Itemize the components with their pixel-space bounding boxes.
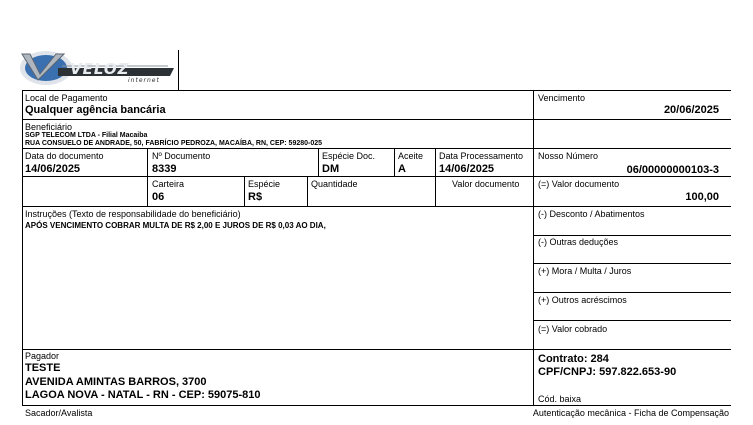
carteira-label: Carteira	[152, 179, 185, 189]
rule	[435, 148, 436, 206]
local-pagamento-value: Qualquer agência bancária	[25, 104, 166, 116]
data-processamento-label: Data Processamento	[439, 151, 524, 161]
carteira-value: 06	[152, 191, 165, 203]
rule	[533, 235, 731, 236]
nosso-numero-label: Nosso Número	[538, 151, 599, 161]
especie-doc-value: DM	[322, 163, 340, 175]
data-processamento-value: 14/06/2025	[439, 163, 495, 175]
beneficiario-address: RUA CONSUELO DE ANDRADE, 50, FABRÍCIO PEDROZA, MACAÍBA, RN, CEP: 59280-025	[25, 140, 323, 147]
rule	[318, 148, 319, 176]
rule	[22, 206, 731, 207]
valor-documento-eq-label: (=) Valor documento	[538, 179, 620, 189]
vencimento-value: 20/06/2025	[663, 104, 719, 116]
rule	[22, 349, 731, 350]
rule	[244, 176, 245, 206]
outros-acrescimos-label: (+) Outros acréscimos	[538, 295, 627, 305]
vencimento-label: Vencimento	[538, 93, 586, 103]
pagador-label: Pagador	[25, 351, 60, 361]
aceite-label: Aceite	[398, 151, 424, 161]
pagador-address-1: AVENIDA AMINTAS BARROS, 3700	[25, 376, 207, 388]
sacador-avalista-label: Sacador/Avalista	[25, 408, 93, 418]
rule	[147, 148, 148, 206]
rule	[22, 148, 731, 149]
quantidade-label: Quantidade	[311, 179, 358, 189]
rule	[22, 90, 731, 91]
valor-documento-label: Valor documento	[452, 179, 520, 189]
beneficiario-name: SGP TELECOM LTDA - Filial Macaiba	[25, 132, 148, 139]
aceite-value: A	[398, 163, 406, 175]
rule	[394, 148, 395, 176]
company-logo	[18, 44, 178, 88]
local-pagamento-label: Local de Pagamento	[25, 93, 108, 103]
rule	[533, 263, 731, 264]
nosso-numero-value: 06/00000000103-3	[626, 164, 719, 176]
instrucoes-text: APÓS VENCIMENTO COBRAR MULTA DE R$ 2,00 E JUROS DE R$ 0,03 AO DIA,	[25, 221, 326, 230]
logo-subtext: internet	[128, 77, 160, 84]
outras-deducoes-label: (-) Outras deduções	[538, 237, 619, 247]
instrucoes-label: Instruções (Texto de responsabilidade do beneficiário)	[25, 209, 241, 219]
data-documento-label: Data do documento	[25, 151, 104, 161]
data-documento-value: 14/06/2025	[25, 163, 81, 175]
numero-documento-label: Nº Documento	[152, 151, 211, 161]
rule	[22, 405, 731, 406]
cod-baixa-label: Cód. baixa	[538, 394, 582, 404]
rule	[307, 176, 308, 206]
beneficiario-label: Beneficiário	[25, 122, 73, 132]
logo-divider	[178, 50, 179, 90]
desconto-label: (-) Desconto / Abatimentos	[538, 209, 645, 219]
contrato-value: Contrato: 284	[538, 353, 609, 365]
cpf-cnpj-value: CPF/CNPJ: 597.822.653-90	[538, 366, 677, 378]
rule	[22, 119, 731, 120]
numero-documento-value: 8339	[152, 163, 177, 175]
valor-cobrado-label: (=) Valor cobrado	[538, 324, 608, 334]
rule	[533, 90, 534, 405]
especie-label: Espécie	[248, 179, 281, 189]
rule	[22, 90, 23, 405]
pagador-address-2: LAGOA NOVA - NATAL - RN - CEP: 59075-810	[25, 389, 261, 401]
pagador-name: TESTE	[25, 362, 61, 374]
especie-value: R$	[248, 191, 263, 203]
autenticacao-label: Autenticação mecânica - Ficha de Compensação	[532, 408, 729, 418]
valor-documento-eq-value: 100,00	[685, 191, 719, 203]
logo-text: VELOZ	[70, 60, 130, 78]
especie-doc-label: Espécie Doc.	[322, 151, 376, 161]
rule	[22, 176, 731, 177]
rule	[533, 292, 731, 293]
rule	[533, 320, 731, 321]
mora-multa-juros-label: (+) Mora / Multa / Juros	[538, 266, 632, 276]
